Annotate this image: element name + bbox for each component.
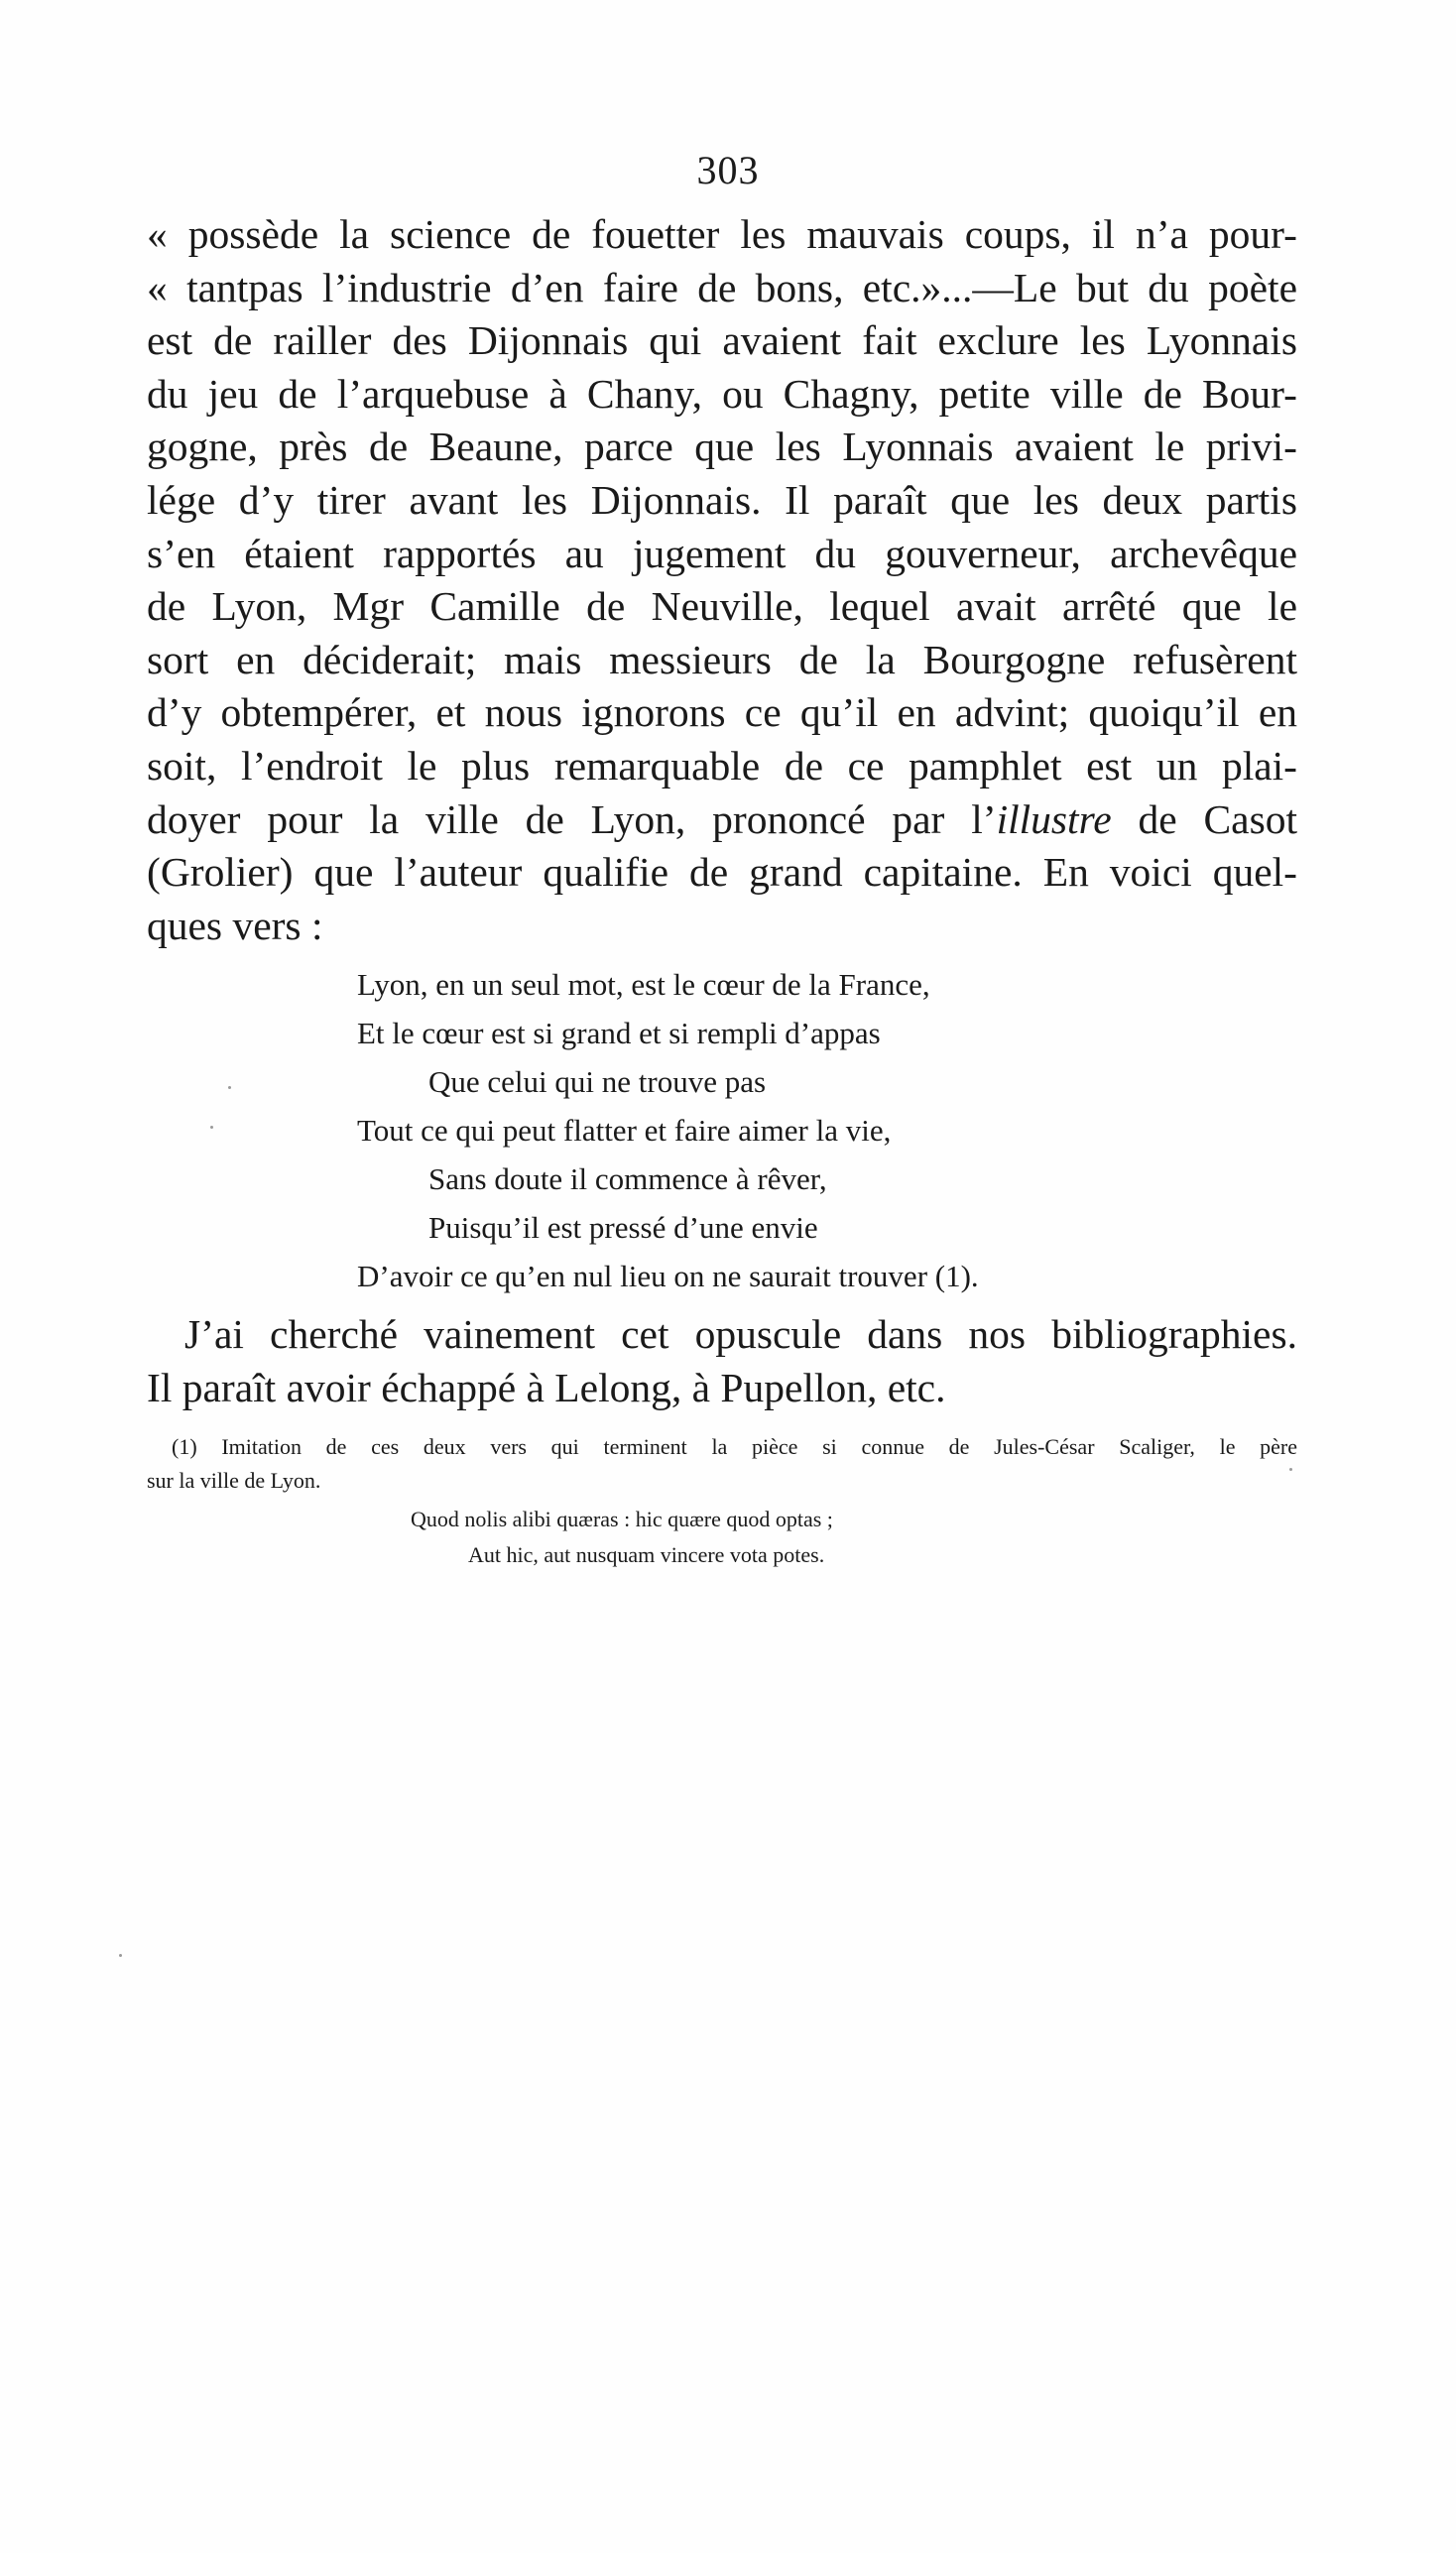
verse-line: Tout ce qui peut flatter et faire aimer la vie, bbox=[357, 1113, 892, 1148]
body-text-fragment: de Casot bbox=[1111, 795, 1297, 842]
body-line: du jeu de l’arquebuse à Chany, ou Chagny, petite ville de Bour- bbox=[147, 370, 1297, 417]
body-line: sort en déciderait; mais messieurs de la Bourgogne refusèrent bbox=[147, 636, 1297, 682]
body-line: d’y obtempérer, et nous ignorons ce qu’il en advint; quoiqu’il en bbox=[147, 689, 1297, 736]
body-line: s’en étaient rapportés au jugement du gouverneur, archevêque bbox=[147, 530, 1297, 576]
footnote-verse-line: Quod nolis alibi quæras : hic quære quod optas ; bbox=[411, 1507, 833, 1531]
verse-line: Et le cœur est si grand et si rempli d’appas bbox=[357, 1016, 881, 1050]
body-line: est de railler des Dijonnais qui avaient fait exclure les Lyonnais bbox=[147, 317, 1297, 364]
paper-speck bbox=[210, 1126, 213, 1129]
verse-line: Que celui qui ne trouve pas bbox=[428, 1064, 767, 1099]
paper-speck bbox=[228, 1086, 231, 1089]
closing-line: Il paraît avoir échappé à Lelong, à Pupellon, etc. bbox=[147, 1365, 946, 1410]
footnote-line: sur la ville de Lyon. bbox=[147, 1468, 321, 1493]
verse-quotation bbox=[357, 960, 1151, 1300]
verse-line: D’avoir ce qu’en nul lieu on ne saurait trouver (1). bbox=[357, 1259, 979, 1293]
footnote bbox=[147, 1430, 1297, 1498]
footnote-verse bbox=[411, 1502, 1105, 1573]
verse-line: Sans doute il commence à rêver, bbox=[428, 1161, 827, 1196]
body-line: « possède la science de fouetter les mauvais coups, il n’a pour- bbox=[147, 211, 1297, 257]
body-line: (Grolier) que l’auteur qualifie de grand capitaine. En voici quel- bbox=[147, 849, 1297, 896]
footnote-verse-line: Aut hic, aut nusquam vincere vota potes. bbox=[468, 1542, 825, 1567]
body-line: ques vers : bbox=[147, 902, 323, 948]
body-paragraph bbox=[147, 208, 1297, 952]
paper-speck bbox=[119, 1954, 122, 1957]
verse-line: Lyon, en un seul mot, est le cœur de la France, bbox=[357, 967, 930, 1002]
body-line: lége d’y tirer avant les Dijonnais. Il paraît que les deux partis bbox=[147, 476, 1297, 523]
italic-word: illustre bbox=[996, 795, 1112, 842]
verse-line: Puisqu’il est pressé d’une envie bbox=[428, 1210, 818, 1245]
body-line: soit, l’endroit le plus remarquable de ce pamphlet est un plai- bbox=[147, 742, 1297, 789]
paper-speck bbox=[1289, 1468, 1292, 1471]
body-line: « tantpas l’industrie d’en faire de bons, etc.»...—Le but du poète bbox=[147, 264, 1297, 310]
page-number: 303 bbox=[696, 148, 760, 192]
closing-line: J’ai cherché vainement cet opuscule dans nos bibliographies. bbox=[184, 1311, 1297, 1357]
body-line: gogne, près de Beaune, parce que les Lyonnais avaient le privi- bbox=[147, 424, 1297, 470]
body-line-with-italic bbox=[147, 793, 1297, 847]
footnote-line: (1) Imitation de ces deux vers qui terminent la pièce si connue de Jules-César Scaliger, le père bbox=[172, 1434, 1297, 1459]
body-line: de Lyon, Mgr Camille de Neuville, lequel avait arrêté que le bbox=[147, 583, 1297, 630]
closing-paragraph bbox=[147, 1307, 1297, 1414]
body-text-fragment: doyer pour la ville de Lyon, prononcé par l’ bbox=[147, 795, 997, 842]
